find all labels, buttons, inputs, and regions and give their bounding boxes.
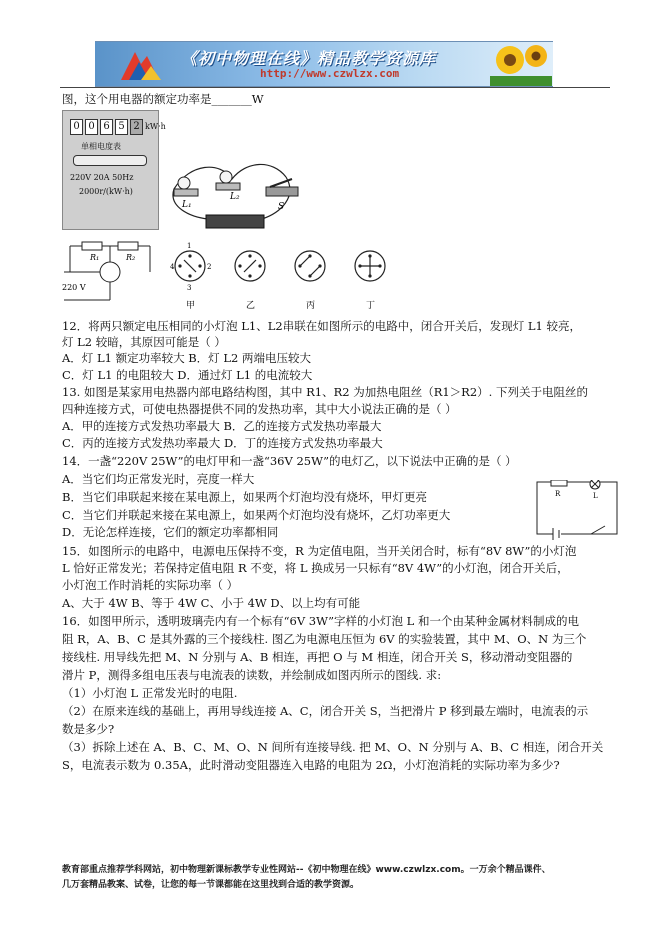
- text-line: （1）小灯泡 L 正常发光时的电阻.: [62, 686, 238, 700]
- text-line: D．无论怎样连接，它们的额定功率都相同: [62, 525, 279, 539]
- banner-title: 《初中物理在线》精品教学资源库: [181, 49, 437, 68]
- dial-label-ding: 丁: [366, 301, 376, 311]
- banner-url[interactable]: http://www.czwlzx.com: [260, 67, 400, 80]
- dial-terminal-2: 2: [207, 263, 212, 271]
- resistor-r1-label: R₁: [90, 253, 100, 262]
- text-line: C．当它们并联起来接在某电源上，如果两个灯泡均没有烧坏，乙灯功率更大: [62, 508, 451, 522]
- meter-rotor: [73, 155, 147, 166]
- text-line: 图，这个用电器的额定功率是_______W: [62, 92, 264, 106]
- text-line: 接线柱. 用导线先把 M、N 分别与 A、B 相连，再把 O 与 M 相连，闭合开关 S，移动滑动变阻器的: [62, 650, 573, 664]
- text-line: 四种连接方式，可使电热器提供不同的发热功率，其中大小说法正确的是（ ）: [62, 402, 457, 416]
- meter-digit: 2: [130, 119, 143, 135]
- dial-terminal-3: 3: [187, 284, 192, 292]
- text-line: A．当它们均正常发光时，亮度一样大: [62, 472, 255, 486]
- text-line: 滑片 P，测得多组电压表与电流表的读数，并绘制成如图丙所示的图线. 求:: [62, 668, 442, 682]
- header-rule: [60, 87, 610, 88]
- heater-circuit-figure: [60, 238, 410, 312]
- text-line: （2）在原来连线的基础上，再用导线连接 A、C，闭合开关 S，当把滑片 P 移到最左端时，电流表的示: [62, 704, 589, 718]
- lamp-l-label: L: [593, 492, 598, 500]
- meter-digits: [70, 119, 166, 135]
- meter-digit: 0: [85, 119, 98, 135]
- text-line: 数是多少?: [62, 722, 115, 736]
- text-line: L 恰好正常发光；若保持定值电阻 R 不变，将 L 换成另一只标有“8V 4W”的小灯泡，闭合开关后，: [62, 561, 569, 575]
- text-line: 13. 如图是某家用电热器内部电路结构图，其中 R1、R2 为加热电阻丝（R1＞R2）. 下列关于电阻丝的: [62, 385, 588, 399]
- dial-terminal-1: 1: [187, 242, 192, 250]
- text-line: 灯 L2 较暗，其原因可能是（ ）: [62, 335, 226, 349]
- text-line: 小灯泡工作时消耗的实际功率（ ）: [62, 578, 239, 592]
- resistor-r-label: R: [555, 490, 561, 498]
- meter-digit: 6: [100, 119, 113, 135]
- switch-label: S: [278, 202, 285, 212]
- meter-digit: 5: [115, 119, 128, 135]
- site-logo-icon: [115, 46, 167, 84]
- dial-label-jia: 甲: [186, 301, 196, 311]
- resistor-r2-label: R₂: [126, 253, 136, 262]
- text-line: S，电流表示数为 0.35A，此时滑动变阻器连入电路的电阻为 2Ω，小灯泡消耗的实际功率为多少?: [62, 758, 560, 772]
- lamp-l2-label: L₂: [230, 192, 240, 202]
- dial-terminal-4: 4: [170, 263, 175, 271]
- header-banner: [95, 41, 553, 87]
- text-line: A．甲的连接方式发热功率最大 B．乙的连接方式发热功率最大: [62, 419, 382, 433]
- resistor-lamp-circuit-figure: [535, 480, 620, 540]
- sunflower-icon: [490, 42, 552, 86]
- footer-line: 教育部重点推荐学科网站，初中物理新课标教学专业性网站--《初中物理在线》www.czwlzx.com。一万余个精品课件、: [62, 865, 551, 875]
- footer-line: 几万套精品教案、试卷，让您的每一节课都能在这里找到合适的教学资源。: [62, 880, 360, 890]
- text-line: 14．一盏“220V 25W”的电灯甲和一盏“36V 25W”的电灯乙，以下说法中正确的是（ ）: [62, 454, 517, 468]
- meter-unit: kW·h: [145, 122, 166, 131]
- dial-label-bing: 丙: [306, 301, 316, 311]
- lamp-circuit-figure: [160, 155, 310, 235]
- text-line: C．灯 L1 的电阻较大 D．通过灯 L1 的电流较大: [62, 368, 313, 382]
- electric-meter-figure: [62, 110, 166, 230]
- text-line: 16．如图甲所示，透明玻璃壳内有一个标有“6V 3W”字样的小灯泡 L 和一个由某种金属材料制成的电: [62, 614, 579, 628]
- text-line: C．丙的连接方式发热功率最大 D．丁的连接方式发热功率最大: [62, 436, 383, 450]
- text-line: B．当它们串联起来接在某电源上，如果两个灯泡均没有烧坏，甲灯更亮: [62, 490, 427, 504]
- dial-label-yi: 乙: [246, 301, 256, 311]
- meter-spec: 220V 20A 50Hz: [70, 173, 134, 182]
- supply-voltage-label: 220 V: [62, 283, 86, 292]
- text-line: （3）拆除上述在 A、B、C、M、O、N 间所有连接导线. 把 M、O、N 分别与 A、B、C 相连，闭合开关: [62, 740, 604, 754]
- meter-digit: 0: [70, 119, 83, 135]
- lamp-l1-label: L₁: [182, 200, 192, 210]
- text-line: A．灯 L1 额定功率较大 B．灯 L2 两端电压较大: [62, 351, 311, 365]
- text-line: 阻 R，A、B、C 是其外露的三个接线柱. 图乙为电源电压恒为 6V 的实验装置，其中 M、O、N 为三个: [62, 632, 587, 646]
- text-line: 12．将两只额定电压相同的小灯泡 L1、L2串联在如图所示的电路中，闭合开关后，发现灯 L1 较亮，: [62, 319, 581, 333]
- text-line: A、大于 4W B、等于 4W C、小于 4W D、以上均有可能: [62, 596, 361, 610]
- meter-name: 单相电度表: [81, 142, 121, 151]
- meter-rate: 2000r/(kW·h): [79, 187, 133, 196]
- text-line: 15．如图所示的电路中，电源电压保持不变，R 为定值电阻，当开关闭合时，标有“8V 8W”的小灯泡: [62, 544, 577, 558]
